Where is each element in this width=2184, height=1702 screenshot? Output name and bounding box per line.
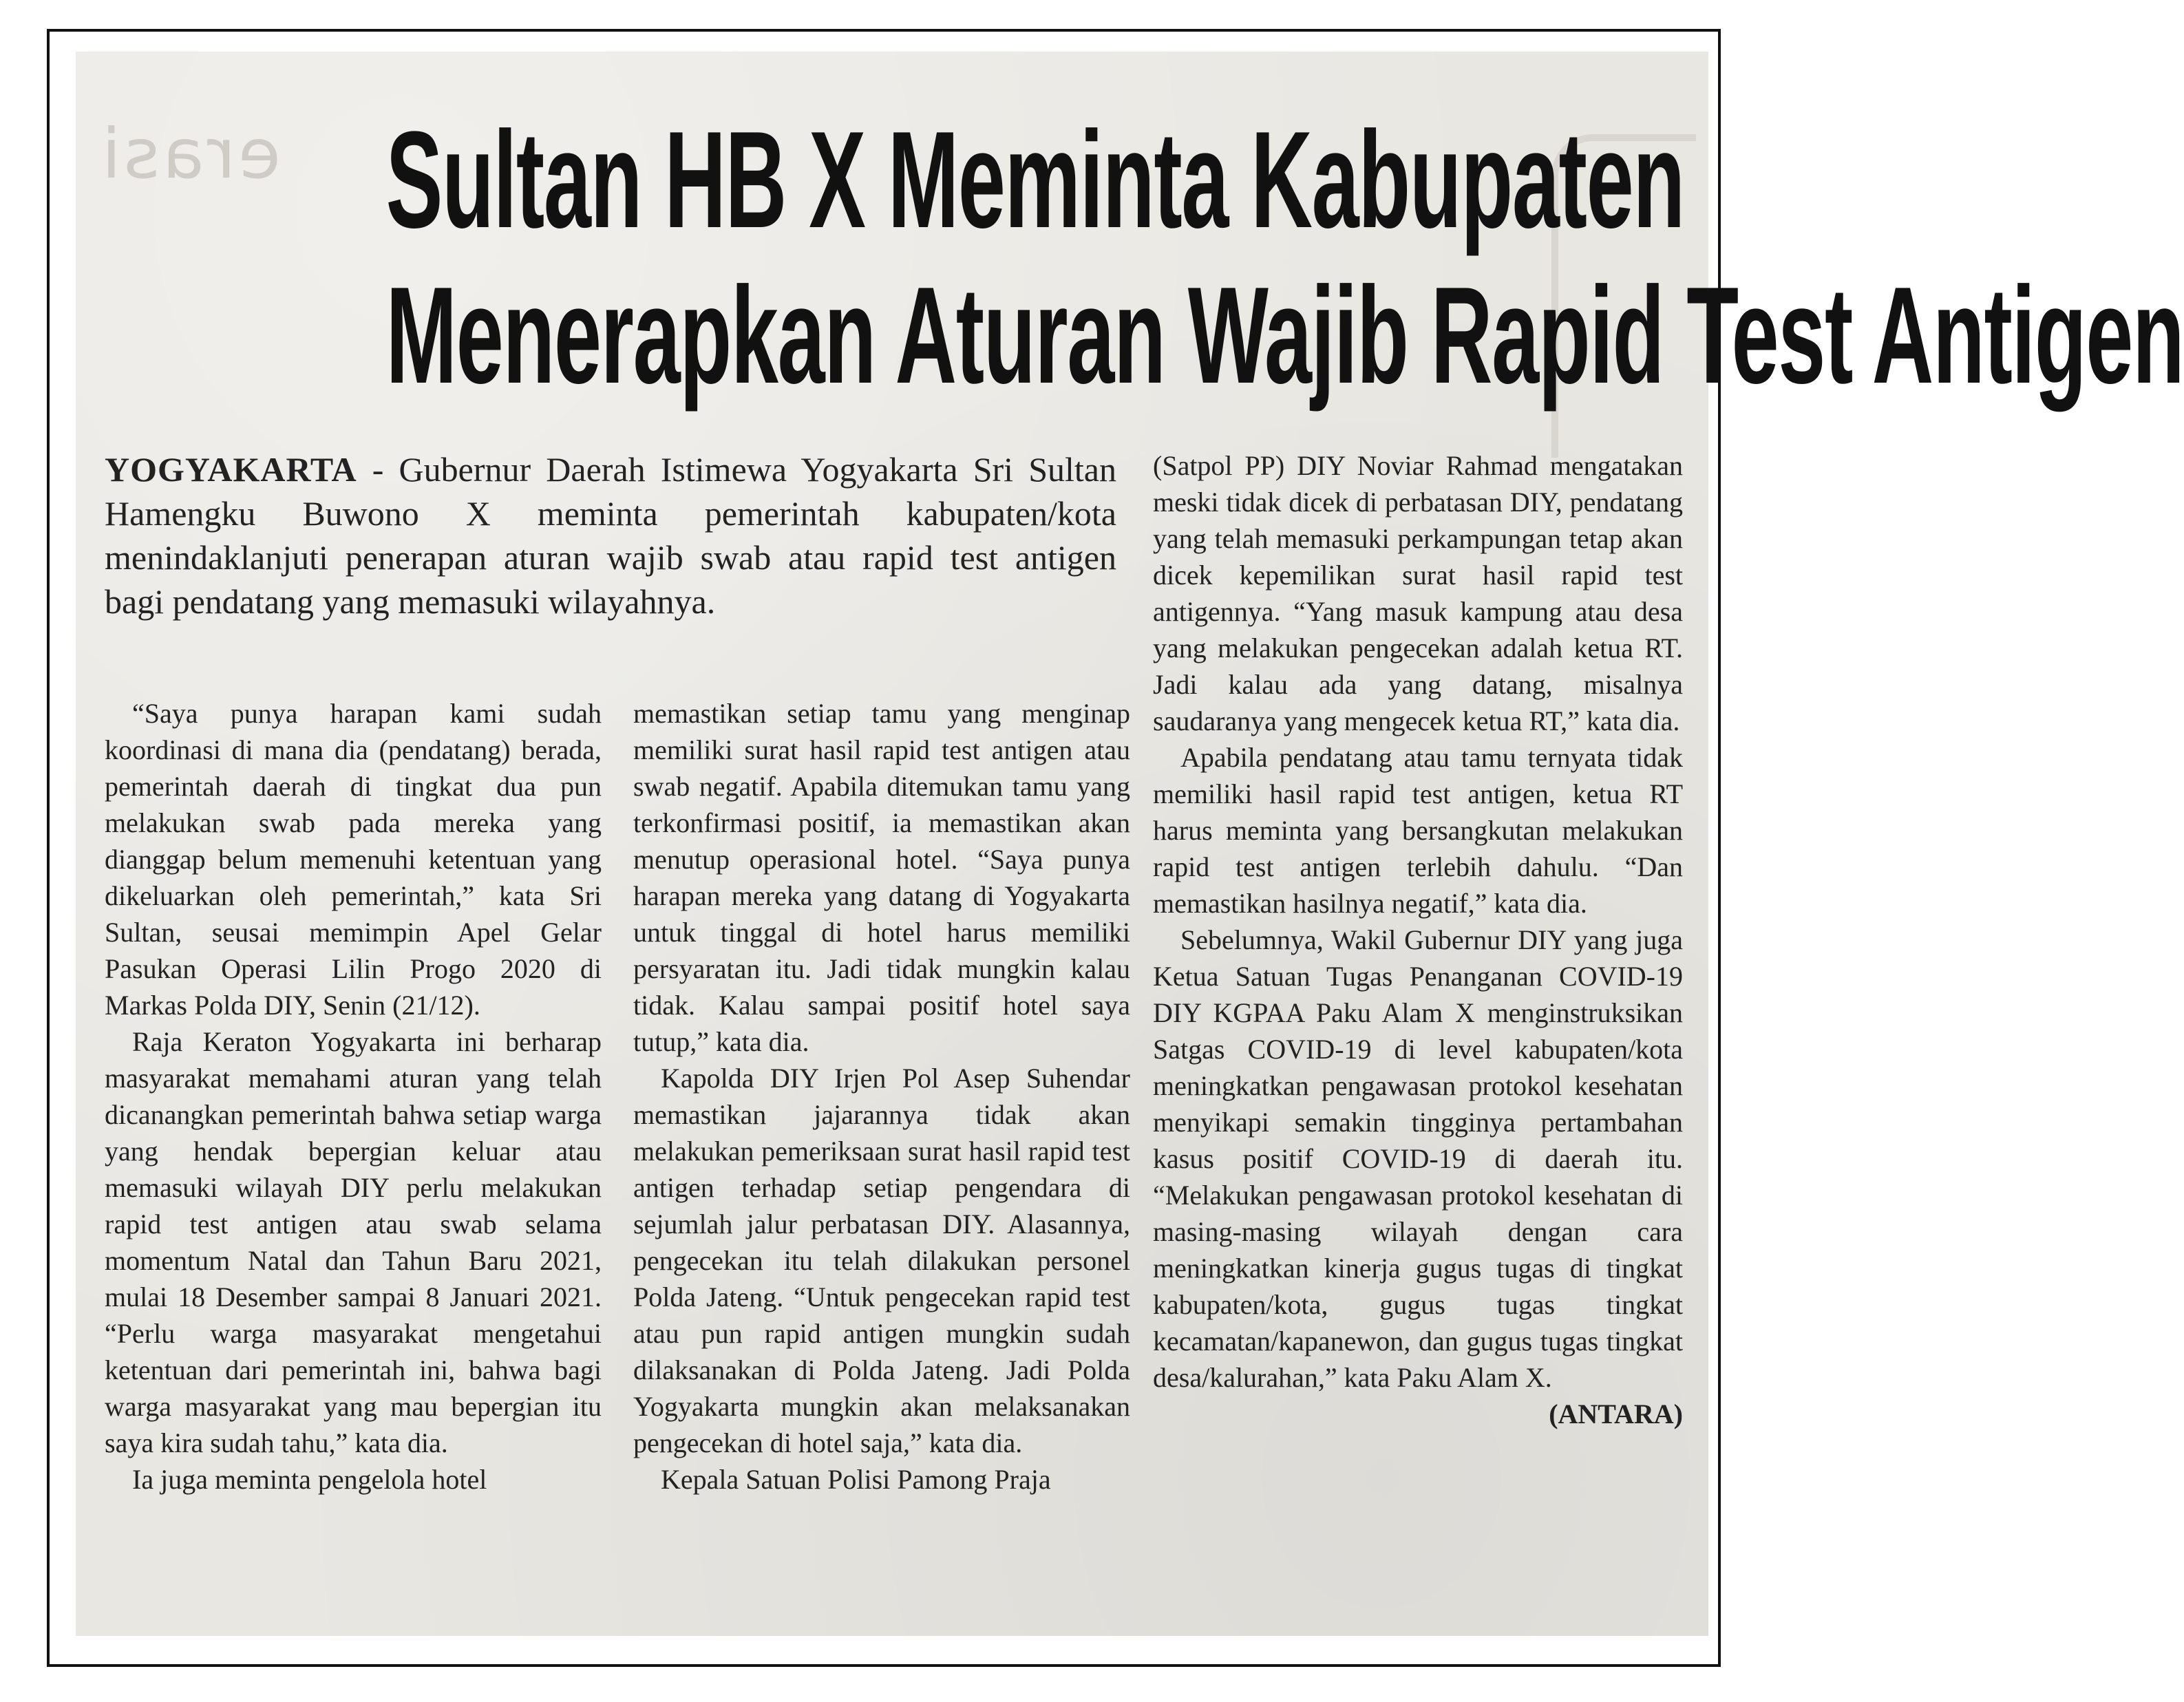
headline-line-2: Menerapkan Aturan Wajib Rapid Test Antigen [385, 259, 2184, 412]
dateline: YOGYAKARTA [105, 450, 357, 489]
article-column-2 [633, 695, 1130, 1498]
byline: (ANTARA) [1549, 1398, 1683, 1429]
article-column-3 [1153, 447, 1683, 1432]
paragraph: Kapolda DIY Irjen Pol Asep Suhendar memastikan jajarannya tidak akan melakukan pemeriksaan surat hasil rapid test antigen terhadap setiap pengendara di sejumlah jalur perbatasan DIY. Alasannya, pengecekan itu telah dilakukan personel Polda Jateng. “Untuk pengecekan rapid test atau pun rapid antigen mungkin sudah dilaksanakan di Polda Jateng. Jadi Polda Yogyakarta mungkin akan melaksanakan pengecekan di hotel saja,” kata dia. [633, 1063, 1130, 1458]
paragraph: (Satpol PP) DIY Noviar Rahmad mengatakan meski tidak dicek di perbatasan DIY, pendatang yang telah memasuki perkampungan tetap akan dicek kepemilikan surat hasil rapid test antigennya. “Yang masuk kampung atau desa yang melakukan pengecekan adalah ketua RT. Jadi kalau ada yang datang, misalnya saudaranya yang mengecek ketua RT,” kata dia. [1153, 450, 1683, 736]
paragraph: memastikan setiap tamu yang menginap memiliki surat hasil rapid test antigen atau swab negatif. Apabila ditemukan tamu yang terkonfirmasi positif, ia memastikan akan menutup operasional hotel. “Saya punya harapan mereka yang datang di Yogyakarta untuk tinggal di hotel harus memiliki persyaratan itu. Jadi tidak mungkin kalau tidak. Kalau sampai positif hotel saya tutup,” kata dia. [633, 698, 1130, 1057]
lead-paragraph [105, 447, 1116, 624]
bleed-through-text: erasi [99, 114, 281, 194]
lead-text: - Gubernur Daerah Istimewa Yogyakarta Sri Sultan Hamengku Buwono X meminta pemerintah kabupaten/kota menindaklanjuti penerapan aturan wajib swab atau rapid test antigen bagi pendatang yang memasuki wilayahnya. [105, 450, 1116, 621]
paragraph: Ia juga meminta pengelola hotel [132, 1464, 487, 1495]
newspaper-clipping [76, 52, 2184, 1636]
headline-line-1: Sultan HB X Meminta Kabupaten [385, 103, 1684, 257]
paragraph: “Saya punya harapan kami sudah koordinasi di mana dia (pendatang) berada, pemerintah daerah di tingkat dua pun melakukan swab pada mereka yang dianggap belum memenuhi ketentuan yang dikeluarkan oleh pemerintah,” kata Sri Sultan, seusai memimpin Apel Gelar Pasukan Operasi Lilin Progo 2020 di Markas Polda DIY, Senin (21/12). [105, 698, 602, 1021]
paragraph: Kepala Satuan Polisi Pamong Praja [661, 1464, 1051, 1495]
paragraph: Apabila pendatang atau tamu ternyata tidak memiliki hasil rapid test antigen, ketua RT harus meminta yang bersangkutan melakukan rapid test antigen terlebih dahulu. “Dan memastikan hasilnya negatif,” kata dia. [1153, 742, 1683, 919]
article-column-1 [105, 695, 602, 1498]
paragraph: Sebelumnya, Wakil Gubernur DIY yang juga Ketua Satuan Tugas Penanganan COVID-19 DIY KGPAA Paku Alam X menginstruksikan Satgas COVID-19 di level kabupaten/kota meningkatkan pengawasan protokol kesehatan menyikapi semakin tingginya pertambahan kasus positif COVID-19 di daerah itu. “Melakukan pengawasan protokol kesehatan di masing-masing wilayah dengan cara meningkatkan kinerja gugus tugas di tingkat kabupaten/kota, gugus tugas tingkat kecamatan/kapanewon, dan gugus tugas tingkat desa/kalurahan,” kata Paku Alam X. [1153, 924, 1683, 1393]
paragraph: Raja Keraton Yogyakarta ini berharap masyarakat memahami aturan yang telah dicanangkan pemerintah bahwa setiap warga yang hendak bepergian keluar atau memasuki wilayah DIY perlu melakukan rapid test antigen atau swab selama momentum Natal dan Tahun Baru 2021, mulai 18 Desember sampai 8 Januari 2021. “Perlu warga masyarakat mengetahui ketentuan dari pemerintah ini, bahwa bagi warga masyarakat yang mau bepergian itu saya kira sudah tahu,” kata dia. [105, 1026, 602, 1458]
